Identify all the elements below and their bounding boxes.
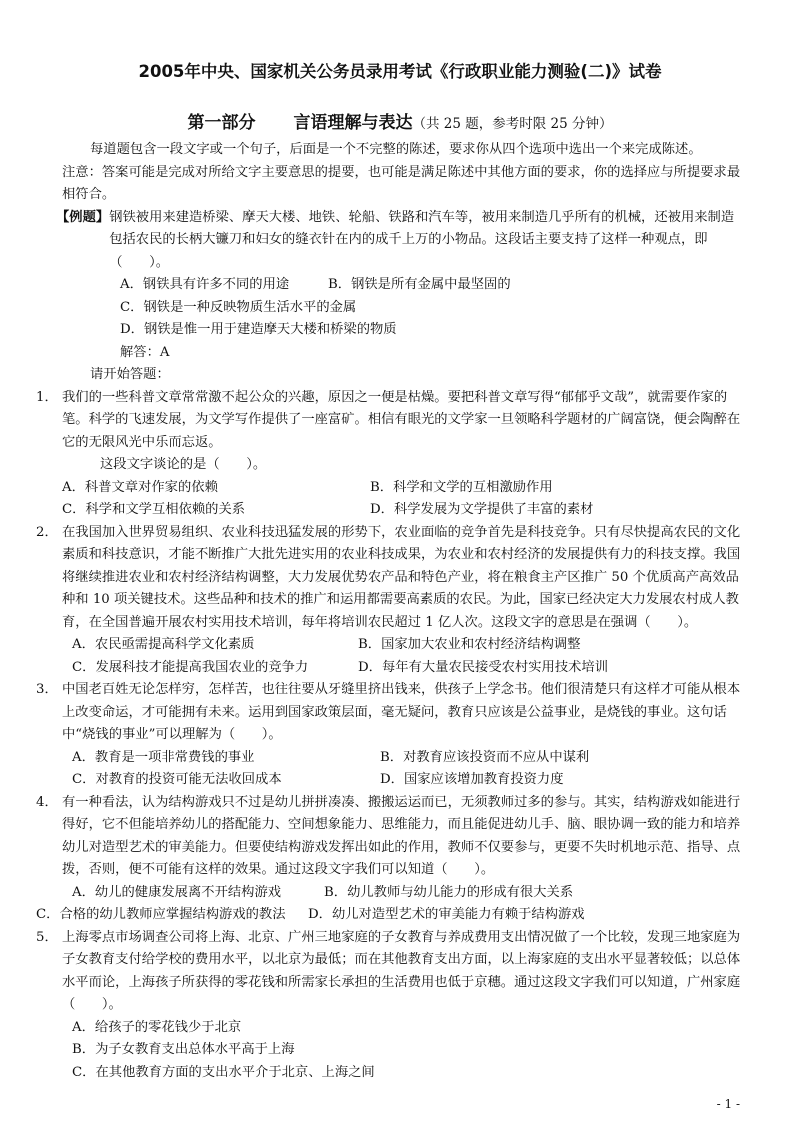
- example-option-b: B．钢铁是所有金属中最坚固的: [328, 277, 511, 292]
- example-stem: 钢铁被用来建造桥梁、摩天大楼、地铁、轮船、铁路和汽车等，被用来制造几乎所有的机械，还被用来制造包括农民的长柄大镰刀和妇女的缝衣针在内的成千上万的小物品。这段话主要支持了这样一种观点，即（ ）。: [109, 209, 735, 270]
- option-d: D．科学发展为文学提供了丰富的素材: [370, 502, 594, 517]
- option-b: B．对教育应该投资而不应从中谋利: [380, 749, 590, 765]
- option-d: D．幼儿对造型艺术的审美能力有赖于结构游戏: [308, 907, 585, 922]
- question-5: [36, 927, 742, 1017]
- page-number: - 1 -: [716, 1097, 740, 1111]
- question-number: 2．: [36, 524, 58, 540]
- question-stem: 有一种看法，认为结构游戏只不过是幼儿拼拼凑凑、搬搬运运而已，无须教师过多的参与。其实，结构游戏如能进行得好，它不但能培养幼儿的搭配能力、空间想象能力、思维能力，而且能促进幼儿手、脑、眼协调一致的能力和培养幼儿对造型艺术的审美能力。但要使结构游戏发挥出如此的作用，教师不仅要参与，更要不失时机地示范、指导、点拨，否则，便不可能有这样的效果。通过这段文字我们可以知道（ ）。: [62, 794, 741, 877]
- question-number: 4．: [36, 794, 58, 810]
- question-stem: 我们的一些科普文章常常激不起公众的兴趣，原因之一便是枯燥。要把科普文章写得“郁郁乎文哉”，就需要作家的笔。科学的飞速发展，为文学写作提供了一座富矿。相信有眼光的文学家一旦领略科学题材的广阔富饶，便会陶醉在它的无限风光中乐而忘返。: [62, 389, 741, 450]
- question-number: 1．: [36, 389, 58, 405]
- section-name: 言语理解与表达: [293, 113, 413, 133]
- option-c: C．科学和文学互相依赖的关系: [62, 502, 246, 517]
- question-4-options: [36, 882, 742, 927]
- option-a: A．给孩子的零花钱少于北京: [72, 1019, 242, 1035]
- option-c: C．对教育的投资可能无法收回成本: [72, 772, 282, 787]
- example-label: 【例题】: [56, 209, 110, 225]
- example-option-row: [120, 274, 742, 297]
- example-options: [62, 274, 742, 364]
- question-number: 3．: [36, 682, 58, 697]
- question-stem: 上海零点市场调查公司将上海、北京、广州三地家庭的子女教育与养成费用支出情况做了一个比较，发现三地家庭为子女教育支付给学校的费用水平，以北京为最低；而在其他教育支出方面，以上海家庭的支出水平显著较低；以总体水平而论，上海孩子所获得的零花钱和所需家长承担的生活费用也低于京穗。通过这段文字我们可以知道，广州家庭（ ）。: [62, 929, 741, 1012]
- option-d: D．每年有大量农民接受农村实用技术培训: [358, 659, 609, 675]
- option-c: C．发展科技才能提高我国农业的竞争力: [72, 659, 309, 675]
- option-a: A．农民亟需提高科学文化素质: [72, 637, 255, 652]
- option-b: B．为子女教育支出总体水平高于上海: [72, 1042, 295, 1057]
- content: [36, 139, 742, 1084]
- example-option-d: D．钢铁是惟一用于建造摩天大楼和桥梁的物质: [120, 322, 397, 337]
- option-a: A．科普文章对作家的依赖: [62, 479, 218, 495]
- section-note: （共 25 题，参考时限 25 分钟）: [412, 116, 613, 132]
- option-b: B．国家加大农业和农村经济结构调整: [358, 637, 581, 652]
- start-prompt: 请开始答题：: [90, 367, 170, 382]
- example-option-c: C．钢铁是一种反映物质生活水平的金属: [120, 299, 357, 315]
- instructions-line1: 每道题包含一段文字或一个句子，后面是一个不完整的陈述，要求你从四个选项中选出一个来完成陈述。: [90, 142, 702, 157]
- question-4: [36, 792, 742, 882]
- option-a: A．教育是一项非常费钱的事业: [72, 749, 255, 765]
- question-1-options: [62, 477, 742, 522]
- question-stem: 在我国加入世界贸易组织、农业科技迅猛发展的形势下，农业面临的竞争首先是科技竞争。只有尽快提高农民的文化素质和科技意识，才能不断推广大批先进实用的农业科技成果，为农业和农村经济的发展提供有力的科技支撑。我国将继续推进农业和农村经济结构调整，大力发展优势农产品和特色产业，将在粮食主产区推广 50 个优质高产高效品种和 10 项关键技术。这些品种和技术的推广和运用都需要高素质的农民。为此，国家已经决定大力发展农村成人教育，在全国普遍开展农村实用技术培训，每年将培训农民超过 1 亿人次。这段文字的意思是在强调（ ）。: [62, 524, 741, 630]
- exam-title: 2005年中央、国家机关公务员录用考试《行政职业能力测验(二)》试卷: [138, 62, 662, 81]
- instructions-line2: 注意：答案可能是完成对所给文字主要意思的提要，也可能是满足陈述中其他方面的要求，你的选择应与所提要求最相符合。: [62, 164, 741, 202]
- section-heading: [0, 108, 800, 133]
- question-1: [36, 387, 742, 455]
- example-answer: 解答：A: [120, 344, 170, 360]
- question-ask: 这段文字谈论的是（ ）。: [100, 457, 267, 472]
- section-part: 第一部分: [187, 113, 256, 133]
- question-number: 5．: [36, 929, 58, 945]
- question-2: [36, 522, 742, 635]
- option-c: C．合格的幼儿教师应掌握结构游戏的教法: [36, 907, 286, 922]
- option-b: B．幼儿教师与幼儿能力的形成有很大关系: [324, 884, 574, 900]
- example-option-a: A．钢铁具有许多不同的用途: [120, 277, 290, 292]
- option-a: A．幼儿的健康发展离不开结构游戏: [72, 884, 282, 900]
- example-block: [56, 207, 742, 275]
- option-c: C．在其他教育方面的支出水平介于北京、上海之间: [72, 1064, 375, 1080]
- option-b: B．科学和文学的互相激励作用: [370, 479, 553, 495]
- option-d: D．国家应该增加教育投资力度: [380, 772, 564, 787]
- question-stem: 中国老百姓无论怎样穷，怎样苦，也往往要从牙缝里挤出钱来，供孩子上学念书。他们很清楚只有这样才可能从根本上改变命运，才可能拥有未来。运用到国家政策层面，毫无疑问，教育只应该是公益事业，是烧钱的事业。这句话中“烧钱的事业”可以理解为（ ）。: [62, 682, 741, 742]
- question-2-options: [62, 634, 742, 679]
- question-3: [36, 679, 742, 747]
- question-3-options: [62, 747, 742, 792]
- question-5-options: [62, 1017, 742, 1085]
